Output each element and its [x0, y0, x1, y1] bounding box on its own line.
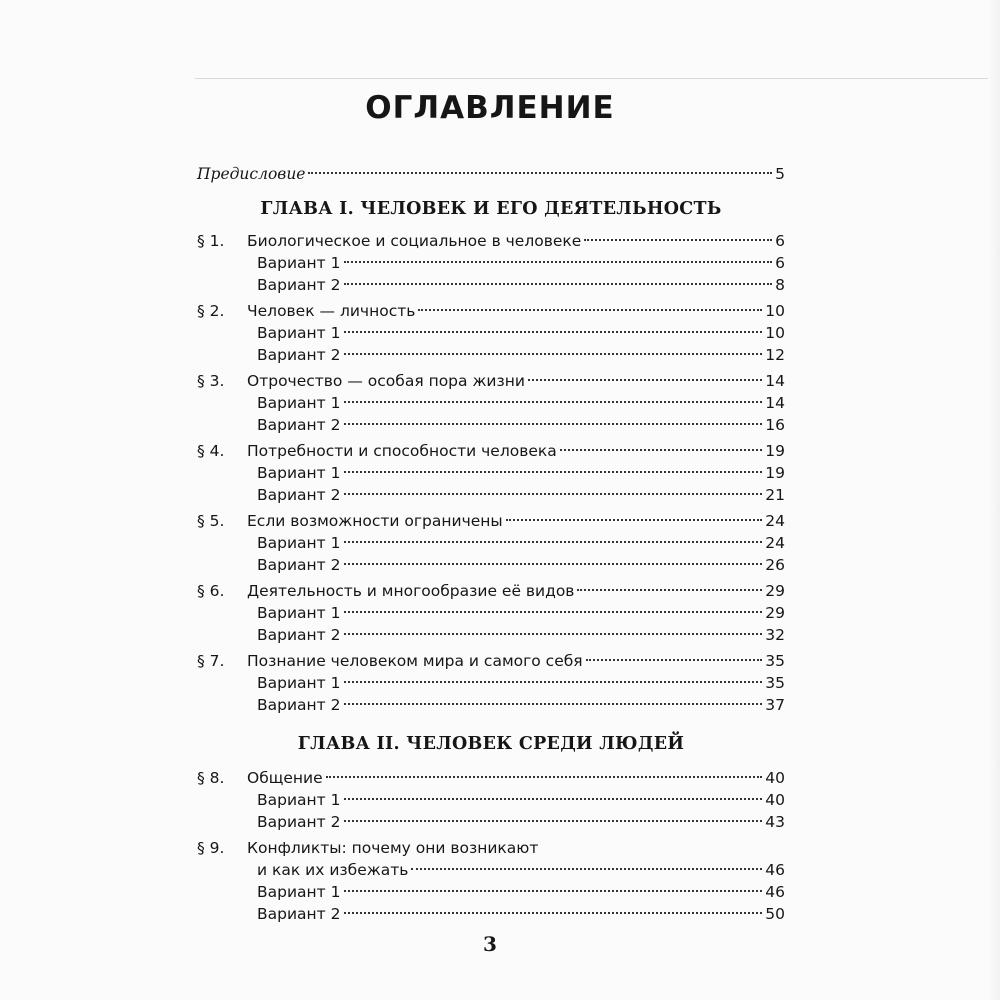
dot-leader [344, 820, 763, 822]
section-page: 46 [765, 861, 785, 879]
variant-page: 40 [765, 791, 785, 809]
variant-label: Вариант 1 [257, 254, 341, 272]
toc-entry-preface [197, 162, 785, 186]
variant-label: Вариант 1 [257, 394, 341, 412]
page-number: 3 [483, 932, 497, 956]
dot-leader [344, 798, 763, 800]
variant-page: 21 [765, 486, 785, 504]
variant-label: Вариант 1 [257, 464, 341, 482]
toc-entry-page: 5 [775, 165, 785, 183]
section-page: 24 [765, 512, 785, 530]
toc-variant [197, 461, 785, 485]
dot-leader [411, 868, 762, 870]
dot-leader [344, 471, 763, 473]
page-edge-shadow [988, 0, 1000, 1000]
variant-page: 43 [765, 813, 785, 831]
dot-leader [344, 890, 763, 892]
toc-variant [197, 391, 785, 415]
variant-label: Вариант 2 [257, 556, 341, 574]
variant-label: Вариант 1 [257, 604, 341, 622]
section-label: Общение [247, 769, 323, 787]
section-number: § 6. [197, 582, 225, 600]
toc-variant [197, 413, 785, 437]
dot-leader [506, 519, 763, 521]
toc-section-7 [197, 649, 785, 673]
toc-entry-label: Предисловие [197, 165, 306, 183]
dot-leader [344, 353, 763, 355]
variant-page: 46 [765, 883, 785, 901]
toc-section-1 [197, 229, 785, 253]
section-label: Познание человеком мира и самого себя [247, 652, 583, 670]
toc-section-2 [197, 299, 785, 323]
section-label: Если возможности ограничены [247, 512, 503, 530]
toc-section-4 [197, 439, 785, 463]
variant-label: Вариант 2 [257, 486, 341, 504]
dot-leader [577, 589, 762, 591]
toc-variant [197, 810, 785, 834]
variant-page: 8 [775, 276, 785, 294]
variant-page: 26 [765, 556, 785, 574]
section-label: Биологическое и социальное в человеке [247, 232, 582, 250]
variant-label: Вариант 1 [257, 324, 341, 342]
section-page: 10 [765, 302, 785, 320]
dot-leader [528, 379, 762, 381]
toc-variant [197, 343, 785, 367]
variant-page: 24 [765, 534, 785, 552]
variant-label: Вариант 2 [257, 696, 341, 714]
toc-variant [197, 553, 785, 577]
toc-variant [197, 321, 785, 345]
toc-variant [197, 693, 785, 717]
section-number: § 2. [197, 302, 225, 320]
section-page: 29 [765, 582, 785, 600]
section-label-continuation: и как их избежать [257, 861, 409, 879]
variant-page: 35 [765, 674, 785, 692]
dot-leader [344, 261, 773, 263]
section-number: § 1. [197, 232, 225, 250]
variant-label: Вариант 1 [257, 791, 341, 809]
section-page: 6 [775, 232, 785, 250]
section-number: § 8. [197, 769, 225, 787]
section-label: Потребности и способности человека [247, 442, 557, 460]
dot-leader [344, 283, 773, 285]
dot-leader [344, 423, 763, 425]
dot-leader [418, 309, 762, 311]
section-page: 35 [765, 652, 785, 670]
header-rule [195, 78, 1000, 79]
toc-section-3 [197, 369, 785, 393]
page-title: ОГЛАВЛЕНИЕ [365, 90, 615, 126]
section-page: 19 [765, 442, 785, 460]
section-number: § 3. [197, 372, 225, 390]
toc-variant [197, 902, 785, 926]
toc-variant [197, 251, 785, 275]
variant-page: 19 [765, 464, 785, 482]
toc-section-9-continuation [197, 858, 785, 882]
variant-label: Вариант 1 [257, 534, 341, 552]
section-label: Деятельность и многообразие её видов [247, 582, 575, 600]
toc-variant [197, 483, 785, 507]
variant-label: Вариант 1 [257, 883, 341, 901]
dot-leader [344, 563, 763, 565]
dot-leader [308, 172, 772, 174]
dot-leader [344, 401, 763, 403]
dot-leader [344, 611, 763, 613]
variant-label: Вариант 1 [257, 674, 341, 692]
section-number: § 7. [197, 652, 225, 670]
toc-variant [197, 880, 785, 904]
dot-leader [344, 703, 763, 705]
dot-leader [344, 912, 763, 914]
dot-leader [584, 239, 772, 241]
variant-page: 6 [775, 254, 785, 272]
dot-leader [326, 776, 763, 778]
toc-variant [197, 788, 785, 812]
variant-page: 14 [765, 394, 785, 412]
variant-label: Вариант 2 [257, 905, 341, 923]
section-number: § 5. [197, 512, 225, 530]
toc-variant [197, 671, 785, 695]
dot-leader [344, 681, 763, 683]
toc-section-6 [197, 579, 785, 603]
toc-section-5 [197, 509, 785, 533]
dot-leader [344, 493, 763, 495]
toc-variant [197, 601, 785, 625]
section-label: Отрочество — особая пора жизни [247, 372, 525, 390]
toc-section-8 [197, 766, 785, 790]
dot-leader [586, 659, 763, 661]
variant-page: 37 [765, 696, 785, 714]
variant-label: Вариант 2 [257, 626, 341, 644]
section-page: 14 [765, 372, 785, 390]
toc-variant [197, 623, 785, 647]
section-label: Человек — личность [247, 302, 416, 320]
dot-leader [344, 331, 763, 333]
variant-page: 16 [765, 416, 785, 434]
dot-leader [344, 633, 763, 635]
variant-page: 32 [765, 626, 785, 644]
toc-variant [197, 531, 785, 555]
chapter-heading-1: ГЛАВА I. ЧЕЛОВЕК И ЕГО ДЕЯТЕЛЬНОСТЬ [260, 199, 722, 219]
variant-label: Вариант 2 [257, 276, 341, 294]
toc-variant [197, 273, 785, 297]
section-page: 40 [765, 769, 785, 787]
variant-label: Вариант 2 [257, 813, 341, 831]
toc-section-9 [197, 836, 785, 860]
section-label: Конфликты: почему они возникают [247, 839, 539, 857]
section-number: § 9. [197, 839, 225, 857]
chapter-heading-2: ГЛАВА II. ЧЕЛОВЕК СРЕДИ ЛЮДЕЙ [297, 734, 685, 754]
dot-leader [344, 541, 763, 543]
variant-page: 12 [765, 346, 785, 364]
variant-page: 10 [765, 324, 785, 342]
variant-page: 29 [765, 604, 785, 622]
section-number: § 4. [197, 442, 225, 460]
variant-label: Вариант 2 [257, 346, 341, 364]
dot-leader [560, 449, 763, 451]
variant-label: Вариант 2 [257, 416, 341, 434]
variant-page: 50 [765, 905, 785, 923]
